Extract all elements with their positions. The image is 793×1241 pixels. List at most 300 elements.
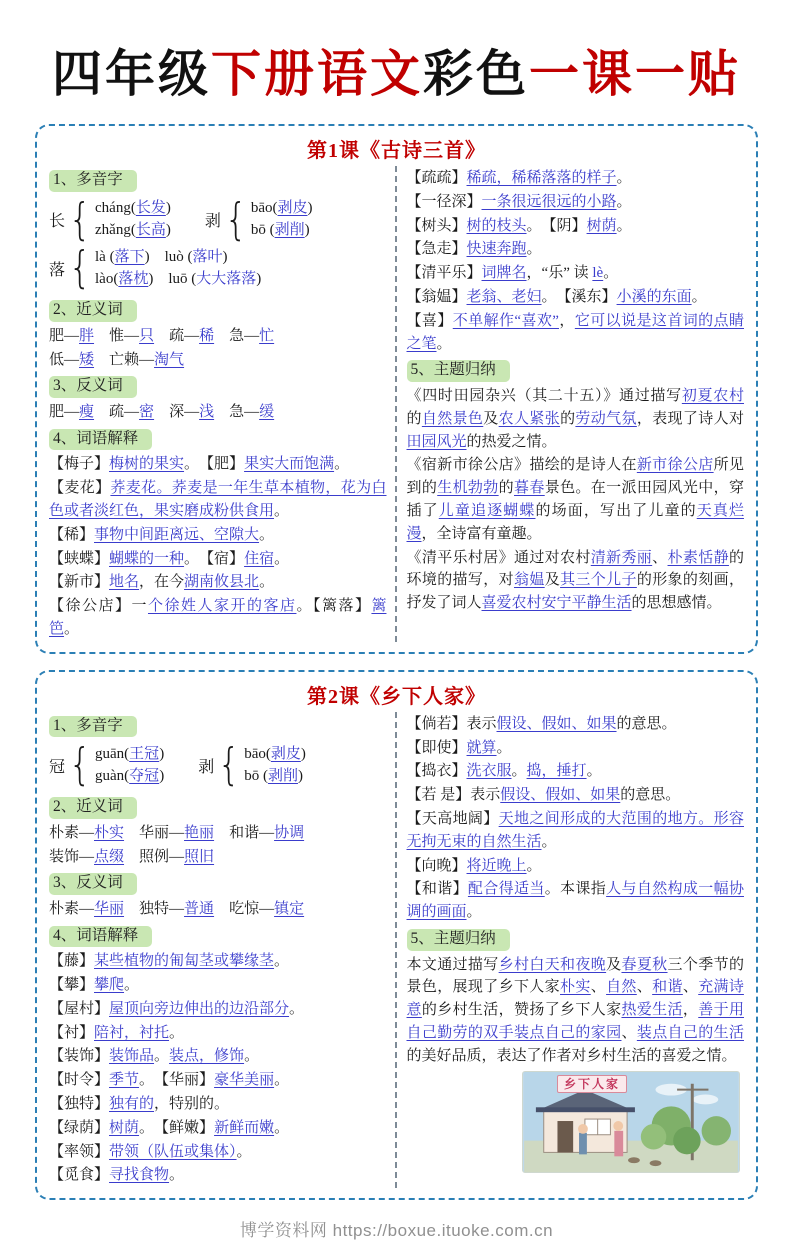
plain-text: 。 bbox=[184, 456, 207, 473]
pinyin-line bbox=[244, 767, 306, 786]
plain-text: 及 bbox=[606, 956, 622, 973]
section-heading: 3、反义词 bbox=[49, 873, 137, 895]
highlighted-answer-text: 清新秀丽 bbox=[590, 549, 653, 566]
plain-text: 【蛱蝶】 bbox=[49, 550, 110, 567]
highlighted-answer-text: 生机勃勃 bbox=[437, 480, 499, 497]
plain-text: 独特— bbox=[124, 900, 185, 917]
pinyin-line bbox=[95, 199, 171, 218]
plain-text: 《清平乐村居》通过对农村 bbox=[406, 549, 591, 566]
highlighted-answer-text: 忙 bbox=[259, 327, 275, 344]
text-line bbox=[49, 325, 387, 348]
brace-glyph: { bbox=[68, 739, 92, 791]
plain-text: 【徐公店】 bbox=[49, 598, 132, 615]
plain-text: 。 bbox=[691, 288, 707, 305]
text-line bbox=[49, 974, 387, 997]
illustration-title-banner: 乡下人家 bbox=[557, 1075, 627, 1093]
plain-text: 。 bbox=[541, 833, 557, 850]
text-line bbox=[49, 846, 387, 869]
plain-text: 。 bbox=[616, 217, 632, 234]
plain-text: 【屋村】 bbox=[49, 1000, 110, 1017]
plain-text: 、 bbox=[590, 979, 607, 996]
highlighted-answer-text: 天真烂漫 bbox=[406, 502, 744, 542]
plain-text: 的 bbox=[560, 410, 576, 427]
plain-text: 【天高地阔】 bbox=[406, 810, 499, 827]
highlighted-answer-text: 稀疏，稀稀落落的样子 bbox=[466, 170, 617, 186]
highlighted-answer-text: 自然景色 bbox=[421, 410, 484, 427]
plain-text: 。 bbox=[274, 502, 290, 519]
plain-text: 所见到的 bbox=[406, 457, 744, 497]
highlighted-answer-text: 王冠 bbox=[129, 745, 160, 762]
plain-text: 【喜】 bbox=[406, 312, 453, 329]
plain-text: 、 bbox=[621, 1024, 637, 1041]
polyphone-character: 冠 bbox=[49, 758, 66, 776]
highlighted-answer-text: 篱笆 bbox=[49, 598, 387, 637]
section-heading: 2、近义词 bbox=[49, 797, 137, 819]
plain-text: luò ( bbox=[149, 249, 193, 266]
plain-text: 。本课指 bbox=[544, 881, 607, 898]
highlighted-answer-text: 胖 bbox=[79, 327, 95, 344]
lesson-2-title: 第2课《乡下人家》 bbox=[307, 685, 486, 708]
highlighted-answer-text: 住宿 bbox=[244, 550, 275, 567]
highlighted-answer-text: 朴实 bbox=[94, 824, 125, 841]
plain-text: 及 bbox=[544, 572, 561, 589]
plain-text: 及 bbox=[483, 410, 499, 427]
highlighted-answer-text: 长高 bbox=[135, 221, 166, 238]
plain-text: 的美好品质，表达了作者对乡村生活的喜爱之情。 bbox=[406, 1047, 737, 1064]
text-line bbox=[49, 477, 387, 523]
title-part-sticker: 一课一贴 bbox=[529, 46, 741, 102]
plain-text: guàn( bbox=[95, 767, 130, 784]
plain-text: 。 bbox=[526, 241, 542, 258]
plain-text: ) bbox=[159, 745, 165, 762]
text-line bbox=[407, 878, 745, 924]
highlighted-answer-text: 田园风光 bbox=[406, 433, 467, 450]
plain-text: 【溪东】 bbox=[564, 288, 617, 305]
lesson-2-left-column bbox=[47, 712, 397, 1189]
highlighted-answer-text: 屋顶向旁边伸出的边沿部分 bbox=[109, 1000, 290, 1017]
polyphone-character: 剥 bbox=[198, 758, 215, 776]
text-line bbox=[49, 548, 387, 571]
plain-text: 【篱落】 bbox=[312, 598, 372, 615]
highlighted-answer-text: 假设、假如、如果 bbox=[496, 715, 617, 732]
text-line bbox=[407, 454, 745, 545]
lesson-2-columns bbox=[47, 712, 746, 1189]
pinyin-line bbox=[251, 221, 313, 240]
highlighted-answer-text: 热爱生活 bbox=[621, 1002, 683, 1019]
highlighted-answer-text: 普通 bbox=[184, 900, 215, 917]
plain-text: 。 bbox=[466, 904, 482, 921]
plain-text: 朴素— bbox=[49, 900, 95, 917]
highlighted-answer-text: 攀爬 bbox=[94, 977, 125, 994]
plain-text: 装饰— bbox=[49, 848, 95, 865]
highlighted-answer-text: 朴素恬静 bbox=[667, 549, 729, 566]
highlighted-answer-text: 儿童追逐蝴蝶 bbox=[438, 502, 536, 519]
plain-text: ，全诗富有童趣。 bbox=[421, 525, 542, 542]
text-line bbox=[49, 349, 387, 372]
pinyin-line bbox=[95, 745, 164, 764]
plain-text: 一 bbox=[131, 598, 148, 615]
plain-text: 【清平乐】 bbox=[406, 265, 482, 282]
text-line bbox=[407, 760, 745, 783]
highlighted-answer-text: 它可以说是这首词的点睛之笔 bbox=[406, 312, 744, 352]
highlighted-answer-text: 人与自然构成一幅协调的画面 bbox=[406, 881, 744, 921]
highlighted-answer-text: 剥皮 bbox=[277, 200, 308, 217]
plain-text: 【装饰】 bbox=[49, 1048, 110, 1065]
plain-text: 。 bbox=[541, 288, 565, 305]
plain-text: lào( bbox=[95, 270, 119, 287]
text-line bbox=[407, 262, 745, 285]
plain-text: 三个季节的景色，展现了乡下人家 bbox=[406, 956, 744, 996]
text-line bbox=[49, 1069, 387, 1092]
brace-glyph: { bbox=[68, 193, 92, 245]
text-line bbox=[49, 453, 387, 476]
pinyin-line bbox=[251, 199, 313, 218]
brace-glyph: { bbox=[224, 193, 248, 245]
highlighted-answer-text: 淘气 bbox=[154, 351, 185, 368]
plain-text: 【阴】 bbox=[549, 217, 587, 234]
plain-text: 。 bbox=[124, 977, 140, 994]
highlighted-answer-text: 艳丽 bbox=[184, 824, 215, 841]
plain-text: 【翁媪】 bbox=[406, 288, 467, 305]
plain-text: 。 bbox=[154, 1048, 170, 1065]
lesson-2-card bbox=[35, 670, 758, 1201]
plain-text: 低— bbox=[49, 351, 80, 368]
plain-text: 、 bbox=[682, 979, 699, 996]
text-line bbox=[49, 595, 387, 641]
text-line bbox=[407, 808, 745, 854]
plain-text: 【鲜嫩】 bbox=[161, 1119, 215, 1136]
plain-text: 【和谐】 bbox=[406, 881, 468, 898]
plain-text: 【觅食】 bbox=[49, 1167, 110, 1184]
plain-text: bāo( bbox=[250, 200, 278, 217]
plain-text: ) bbox=[165, 200, 171, 217]
text-line bbox=[49, 898, 387, 921]
highlighted-answer-text: 果实大而饱满 bbox=[244, 456, 335, 473]
plain-text: 。 bbox=[274, 1119, 290, 1136]
plain-text: luō ( bbox=[153, 270, 197, 287]
plain-text: 【麦花】 bbox=[49, 480, 111, 497]
plain-text: 。 bbox=[289, 1000, 305, 1017]
text-line bbox=[407, 784, 745, 807]
text-line bbox=[407, 167, 745, 190]
plain-text: 疏— bbox=[94, 403, 140, 420]
highlighted-answer-text: 初夏农村 bbox=[681, 387, 744, 404]
polyphone-group bbox=[49, 242, 262, 294]
highlighted-answer-text: 落叶 bbox=[192, 249, 223, 266]
highlighted-answer-text: 新鲜而嫩 bbox=[214, 1119, 275, 1136]
plain-text: bō ( bbox=[250, 221, 275, 238]
section-heading: 4、词语解释 bbox=[49, 429, 152, 451]
plain-text: ) bbox=[222, 249, 228, 266]
plain-text: ) bbox=[304, 221, 310, 238]
highlighted-answer-text: 荞麦花。荞麦是一年生草本植物，花为白色或者淡红色，果实磨成粉供食用 bbox=[49, 480, 387, 519]
plain-text: 。 bbox=[586, 763, 602, 780]
highlighted-answer-text: 劳动气氛 bbox=[575, 410, 637, 427]
highlighted-answer-text: 照旧 bbox=[184, 848, 215, 865]
highlighted-answer-text: 事物中间距离远、空隙大 bbox=[94, 526, 260, 543]
plain-text: 。 bbox=[274, 1072, 290, 1089]
polyphone-character: 剥 bbox=[204, 212, 221, 230]
highlighted-answer-text: 树的枝头 bbox=[466, 217, 527, 234]
polyphone-row bbox=[49, 242, 387, 294]
plain-text: 的意思。 bbox=[616, 715, 677, 732]
text-line bbox=[49, 401, 387, 424]
plain-text: 惟— bbox=[94, 327, 140, 344]
plain-text: 。 bbox=[296, 598, 313, 615]
plain-text: 【树头】 bbox=[406, 217, 467, 234]
polyphone-character: 长 bbox=[49, 212, 66, 230]
highlighted-answer-text: 暮春 bbox=[514, 480, 545, 497]
section-heading: 1、多音字 bbox=[49, 170, 137, 192]
plain-text: 。 bbox=[169, 1024, 185, 1041]
text-line bbox=[49, 822, 387, 845]
plain-text: 。 bbox=[603, 265, 619, 282]
highlighted-answer-text: 翁媪 bbox=[513, 572, 545, 589]
highlighted-answer-text: 陪衬，衬托 bbox=[94, 1024, 170, 1041]
text-line bbox=[407, 737, 745, 760]
plain-text: zhǎng( bbox=[95, 221, 136, 238]
highlighted-answer-text: 充满诗意 bbox=[406, 979, 744, 1019]
plain-text: 《四时田园杂兴（其二十五）》通过描写 bbox=[406, 387, 682, 404]
highlighted-answer-text: 缓 bbox=[259, 403, 275, 420]
highlighted-answer-text: 配合得适当 bbox=[467, 881, 545, 898]
text-line bbox=[407, 286, 745, 309]
plain-text: 、 bbox=[652, 549, 668, 566]
highlighted-answer-text: 长发 bbox=[135, 200, 166, 217]
highlighted-answer-text: 就算 bbox=[466, 739, 497, 756]
highlighted-answer-text: 假设、假如、如果 bbox=[500, 787, 621, 804]
plain-text: ) bbox=[159, 767, 165, 784]
highlighted-answer-text: 剥削 bbox=[267, 767, 298, 784]
section-heading: 5、主题归纳 bbox=[407, 929, 510, 951]
highlighted-answer-text: 协调 bbox=[274, 824, 305, 841]
lesson-1-right-column bbox=[397, 166, 747, 642]
plain-text: ，在今 bbox=[139, 574, 185, 591]
plain-text: 【急走】 bbox=[406, 241, 467, 258]
highlighted-answer-text: 老翁、老妇 bbox=[466, 288, 542, 305]
plain-text: bō ( bbox=[244, 767, 268, 784]
plain-text: ) bbox=[307, 200, 313, 217]
highlighted-answer-text: 朴实 bbox=[560, 979, 591, 996]
plain-text: ，表现了诗人对 bbox=[636, 410, 744, 427]
section-heading: 3、反义词 bbox=[49, 376, 137, 398]
plain-text: 的环境的描写，对 bbox=[406, 549, 744, 589]
highlighted-answer-text: 和谐 bbox=[652, 979, 683, 996]
pinyin-line bbox=[244, 745, 306, 764]
polyphone-row bbox=[49, 193, 387, 245]
text-line bbox=[407, 238, 745, 261]
pinyin-line bbox=[95, 767, 164, 786]
plain-text: 的思想感情。 bbox=[631, 595, 722, 612]
highlighted-answer-text: 浅 bbox=[199, 403, 215, 420]
text-line bbox=[49, 571, 387, 594]
plain-text: ， bbox=[682, 1002, 699, 1019]
highlighted-answer-text: 季节 bbox=[109, 1072, 140, 1089]
pinyin-line bbox=[95, 221, 171, 240]
plain-text: ，“乐” 读 bbox=[526, 265, 593, 282]
highlighted-answer-text: 乡村白天和夜晚 bbox=[498, 956, 607, 973]
plain-text: 照例— bbox=[124, 848, 185, 865]
text-line bbox=[49, 998, 387, 1021]
polyphone-row bbox=[49, 739, 387, 791]
highlighted-answer-text: 大大落落 bbox=[196, 270, 257, 287]
highlighted-answer-text: 洗衣服 bbox=[466, 763, 512, 780]
plain-text: 。 bbox=[526, 857, 542, 874]
plain-text: 【独特】 bbox=[49, 1096, 110, 1113]
plain-text: 的热爱之情。 bbox=[466, 433, 557, 450]
lesson-1-columns bbox=[47, 166, 746, 642]
plain-text: 【宿】 bbox=[206, 550, 245, 567]
plain-text: 的 bbox=[406, 410, 422, 427]
page-title bbox=[0, 34, 793, 106]
plain-text: 和谐— bbox=[214, 824, 275, 841]
highlighted-answer-text: 不单解作“喜欢” bbox=[452, 312, 559, 329]
plain-text: 急— bbox=[214, 403, 260, 420]
plain-text: 的乡村生活，赞扬了乡下人家 bbox=[421, 1002, 622, 1019]
plain-text: guān( bbox=[95, 745, 130, 762]
highlighted-answer-text: 落枕 bbox=[118, 270, 149, 287]
plain-text: 。 bbox=[334, 456, 350, 473]
plain-text: 朴素— bbox=[49, 824, 95, 841]
highlighted-answer-text: 词牌名 bbox=[481, 265, 527, 282]
plain-text: 亡赖— bbox=[94, 351, 155, 368]
plain-text: 吃惊— bbox=[214, 900, 275, 917]
section-heading: 4、词语解释 bbox=[49, 926, 152, 948]
plain-text: 【新市】 bbox=[49, 574, 110, 591]
plain-text: 【梅子】 bbox=[49, 456, 110, 473]
highlighted-answer-text: 喜爱农村安宁平静生活 bbox=[481, 595, 632, 612]
plain-text: 【疏疏】 bbox=[406, 170, 467, 186]
highlighted-answer-text: 装点，修饰 bbox=[169, 1048, 245, 1065]
polyphone-group bbox=[204, 193, 313, 245]
text-line bbox=[49, 1164, 387, 1187]
plain-text: 华丽— bbox=[124, 824, 185, 841]
plain-text: ， bbox=[558, 312, 575, 329]
highlighted-answer-text: 夺冠 bbox=[129, 767, 160, 784]
highlighted-answer-text: 点缀 bbox=[94, 848, 125, 865]
highlighted-answer-text: 将近晚上 bbox=[466, 857, 527, 874]
highlighted-answer-text: 装点自己的生活 bbox=[636, 1024, 744, 1041]
highlighted-answer-text: 蝴蝶的一种 bbox=[109, 550, 185, 567]
highlighted-answer-text: 矮 bbox=[79, 351, 95, 368]
text-line bbox=[407, 713, 745, 736]
plain-text: ) bbox=[148, 270, 154, 287]
text-line bbox=[407, 385, 745, 453]
plain-text: 景色。在一派田园风光中，穿插了 bbox=[406, 480, 744, 519]
highlighted-answer-text: 寻找食物 bbox=[109, 1167, 170, 1184]
section-heading: 2、近义词 bbox=[49, 300, 137, 322]
highlighted-answer-text: 独有的 bbox=[109, 1096, 155, 1113]
plain-text: 【绿荫】 bbox=[49, 1119, 110, 1136]
lesson-2-right-column bbox=[397, 712, 747, 1189]
text-line bbox=[49, 950, 387, 973]
lesson-1-left-column bbox=[47, 166, 397, 642]
text-line bbox=[407, 954, 745, 1068]
plain-text: 肥— bbox=[49, 403, 80, 420]
plain-text: 、 bbox=[636, 979, 653, 996]
polyphone-group bbox=[49, 193, 171, 245]
text-line bbox=[49, 1022, 387, 1045]
brace-glyph: { bbox=[218, 739, 241, 791]
highlighted-answer-text: 地名 bbox=[109, 574, 140, 591]
watermark-source-url: 博学资料网 https://boxue.ituoke.com.cn bbox=[239, 1221, 554, 1241]
plain-text: 【时令】 bbox=[49, 1072, 110, 1089]
pinyin-line bbox=[95, 248, 261, 267]
plain-text: 。 bbox=[274, 953, 290, 970]
plain-text: 的形象的刻画，抒发了词人 bbox=[406, 572, 744, 612]
brace-glyph: { bbox=[68, 242, 92, 294]
plain-text: ) bbox=[256, 270, 262, 287]
section-heading: 1、多音字 bbox=[49, 716, 137, 738]
plain-text: ，特别的。 bbox=[154, 1096, 230, 1113]
plain-text: 。 bbox=[259, 526, 275, 543]
plain-text: 【衬】 bbox=[49, 1024, 95, 1041]
highlighted-answer-text: 快速奔跑 bbox=[466, 241, 527, 258]
text-line bbox=[407, 215, 745, 238]
title-part-grade: 四年级 bbox=[52, 46, 211, 102]
plain-text: ) bbox=[300, 745, 306, 762]
highlighted-answer-text: 稀 bbox=[199, 327, 215, 344]
plain-text: 【即使】 bbox=[406, 739, 467, 756]
text-line bbox=[407, 191, 745, 214]
highlighted-answer-text: 新市徐公店 bbox=[636, 457, 714, 474]
plain-text: 。 bbox=[244, 1048, 260, 1065]
highlighted-answer-text: 善于用自己勤劳的双手装点自己的家园 bbox=[406, 1002, 744, 1041]
text-line bbox=[49, 1093, 387, 1116]
countryside-illustration bbox=[522, 1071, 740, 1173]
plain-text: 【稀】 bbox=[49, 526, 95, 543]
highlighted-answer-text: 落下 bbox=[114, 249, 145, 266]
plain-text: 【向晚】 bbox=[406, 857, 467, 874]
highlighted-answer-text: 密 bbox=[139, 403, 155, 420]
plain-text: 。 bbox=[184, 550, 207, 567]
highlighted-answer-text: 装饰品 bbox=[109, 1048, 155, 1065]
plain-text: ) bbox=[297, 767, 303, 784]
plain-text: 。 bbox=[236, 1143, 252, 1160]
plain-text: bāo( bbox=[244, 745, 271, 762]
plain-text: là ( bbox=[95, 249, 115, 266]
plain-text: 【攀】 bbox=[49, 977, 95, 994]
highlighted-answer-text: 某些植物的匍匐茎或攀缘茎 bbox=[94, 953, 275, 970]
highlighted-answer-text: 梅树的果实 bbox=[109, 456, 185, 473]
countryside-illustration-art bbox=[523, 1072, 739, 1172]
plain-text: 的场面，写出了儿童的 bbox=[535, 502, 697, 519]
highlighted-answer-text: lè bbox=[592, 265, 604, 282]
highlighted-answer-text: 树荫 bbox=[586, 217, 617, 234]
highlighted-answer-text: 春夏秋 bbox=[621, 956, 668, 973]
title-part-volume: 下册语文 bbox=[211, 46, 423, 102]
lesson-1-title: 第1课《古诗三首》 bbox=[307, 140, 486, 162]
polyphone-group bbox=[198, 739, 306, 791]
plain-text: 。 bbox=[436, 335, 452, 352]
highlighted-answer-text: 豪华美丽 bbox=[214, 1072, 275, 1089]
plain-text: 急— bbox=[214, 327, 260, 344]
plain-text: 。 bbox=[526, 217, 550, 234]
highlighted-answer-text: 华丽 bbox=[94, 900, 125, 917]
plain-text: 本文通过描写 bbox=[406, 956, 499, 973]
plain-text: ) bbox=[165, 221, 171, 238]
plain-text: 《宿新市徐公店》描绘的是诗人在 bbox=[406, 457, 637, 474]
plain-text: 【捣衣】 bbox=[406, 763, 467, 780]
text-line bbox=[407, 855, 745, 878]
plain-text: 。 bbox=[274, 550, 290, 567]
plain-text: 【一径深】 bbox=[406, 193, 482, 210]
highlighted-answer-text: 剥皮 bbox=[270, 745, 301, 762]
plain-text: 。 bbox=[616, 193, 632, 210]
plain-text: 。 bbox=[139, 1072, 162, 1089]
highlighted-answer-text: 自然 bbox=[606, 979, 637, 996]
plain-text: 【华丽】 bbox=[161, 1072, 215, 1089]
